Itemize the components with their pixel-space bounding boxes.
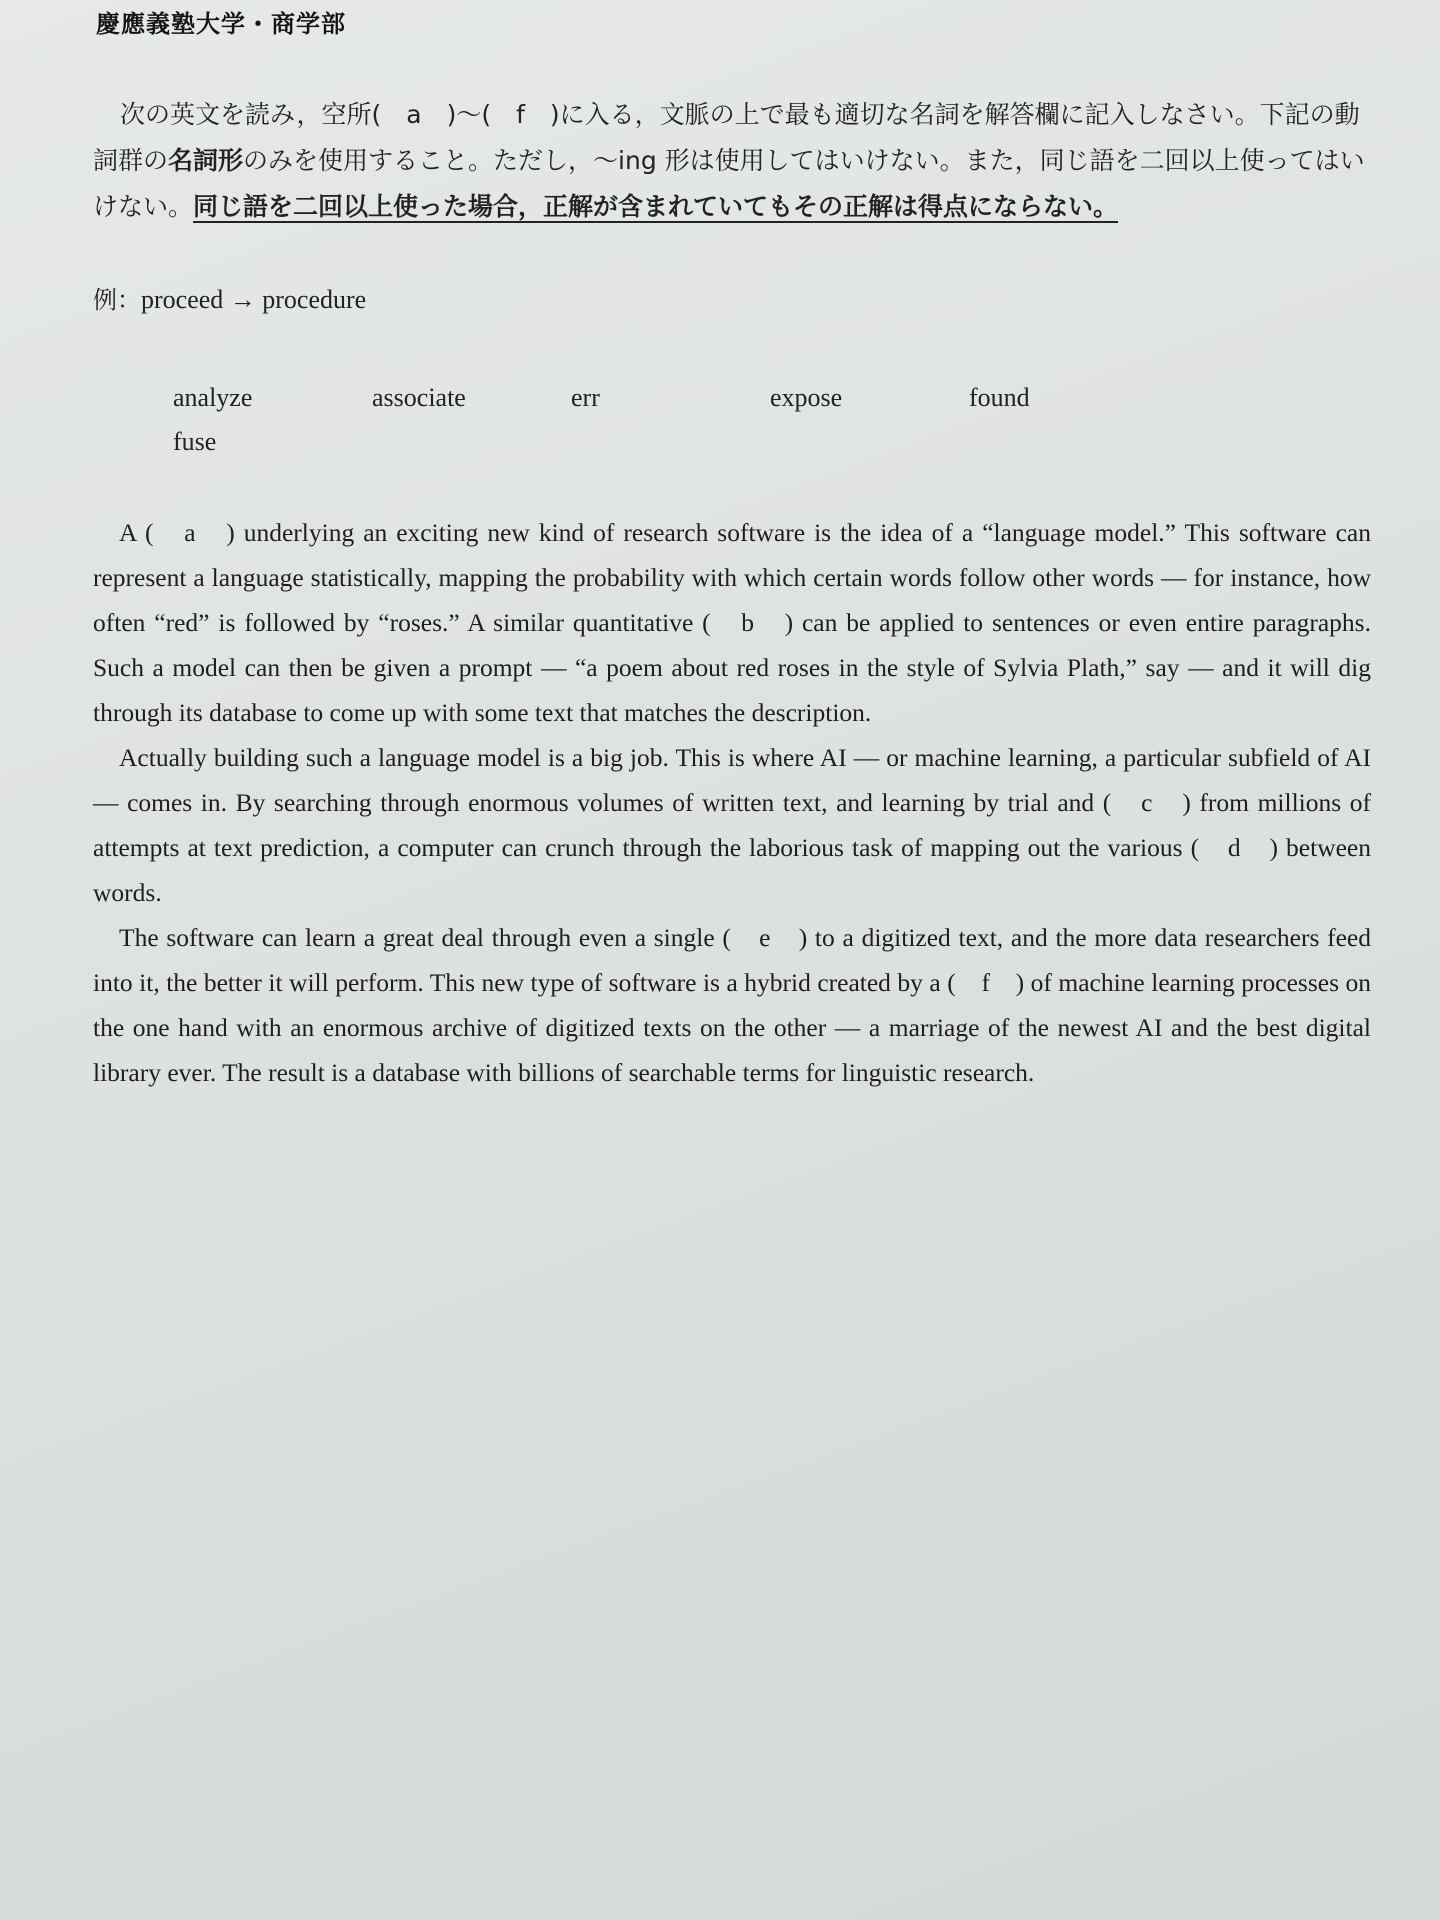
example-label: 例： bbox=[93, 286, 141, 314]
word-bank-item: fuse bbox=[173, 427, 217, 456]
example-line bbox=[93, 280, 366, 315]
word-bank-item: found bbox=[969, 383, 1030, 412]
instructions-text-1: 次の英文を読み，空所( a )〜( f )に入る，文脈の上で最も適切な名詞を解答欄に記入しなさい。下記の動詞群の bbox=[93, 100, 1360, 175]
university-header: 慶應義塾大学・商学部 bbox=[96, 10, 346, 38]
instructions-paragraph bbox=[93, 92, 1383, 230]
word-bank-row bbox=[173, 376, 1173, 420]
instructions-warning: 同じ語を二回以上使った場合，正解が含まれていてもその正解は得点にならない。 bbox=[193, 192, 1119, 221]
reading-passage bbox=[93, 510, 1371, 1095]
passage-paragraph-1: A ( a ) underlying an exciting new kind of research software is the idea of a “language model.” This software can represent a language statistically, mapping the probability with which certain words follow other words — for instance, how often “red” is followed by “roses.” A similar quantitative ( b ) can be applied to sentences or even entire paragraphs. Such a model can then be given a prompt — “a poem about red roses in the style of Sylvia Plath,” say — and it will dig through its database to come up with some text that matches the description. bbox=[93, 518, 1371, 727]
word-bank bbox=[173, 376, 1173, 464]
word-bank-row bbox=[173, 420, 1173, 464]
instructions-text-2: のみを使用すること。ただし，〜ing 形は使用してはいけない。また，同じ語を二回以上使ってはいけない。 bbox=[93, 146, 1365, 221]
instructions-bold-term: 名詞形 bbox=[168, 146, 244, 175]
word-bank-item: associate bbox=[372, 383, 466, 412]
passage-paragraph-3: The software can learn a great deal through even a single ( e ) to a digitized text, and the more data researchers feed into it, the better it will perform. This new type of software is a hybrid created by a ( f ) of machine learning processes on the one hand with an enormous archive of digitized texts on the other — a marriage of the newest AI and the best digital library ever. The result is a database with billions of searchable terms for linguistic research. bbox=[93, 923, 1371, 1087]
passage-paragraph-2: Actually building such a language model is a big job. This is where AI — or machine learning, a particular subfield of AI — comes in. By searching through enormous volumes of written text, and learning by trial and ( c ) from millions of attempts at text prediction, a computer can crunch through the laborious task of mapping out the various ( d ) between words. bbox=[93, 743, 1371, 907]
example-text: proceed → procedure bbox=[141, 285, 367, 314]
word-bank-item: analyze bbox=[173, 383, 253, 412]
word-bank-item: err bbox=[571, 383, 600, 412]
word-bank-item: expose bbox=[770, 383, 843, 412]
